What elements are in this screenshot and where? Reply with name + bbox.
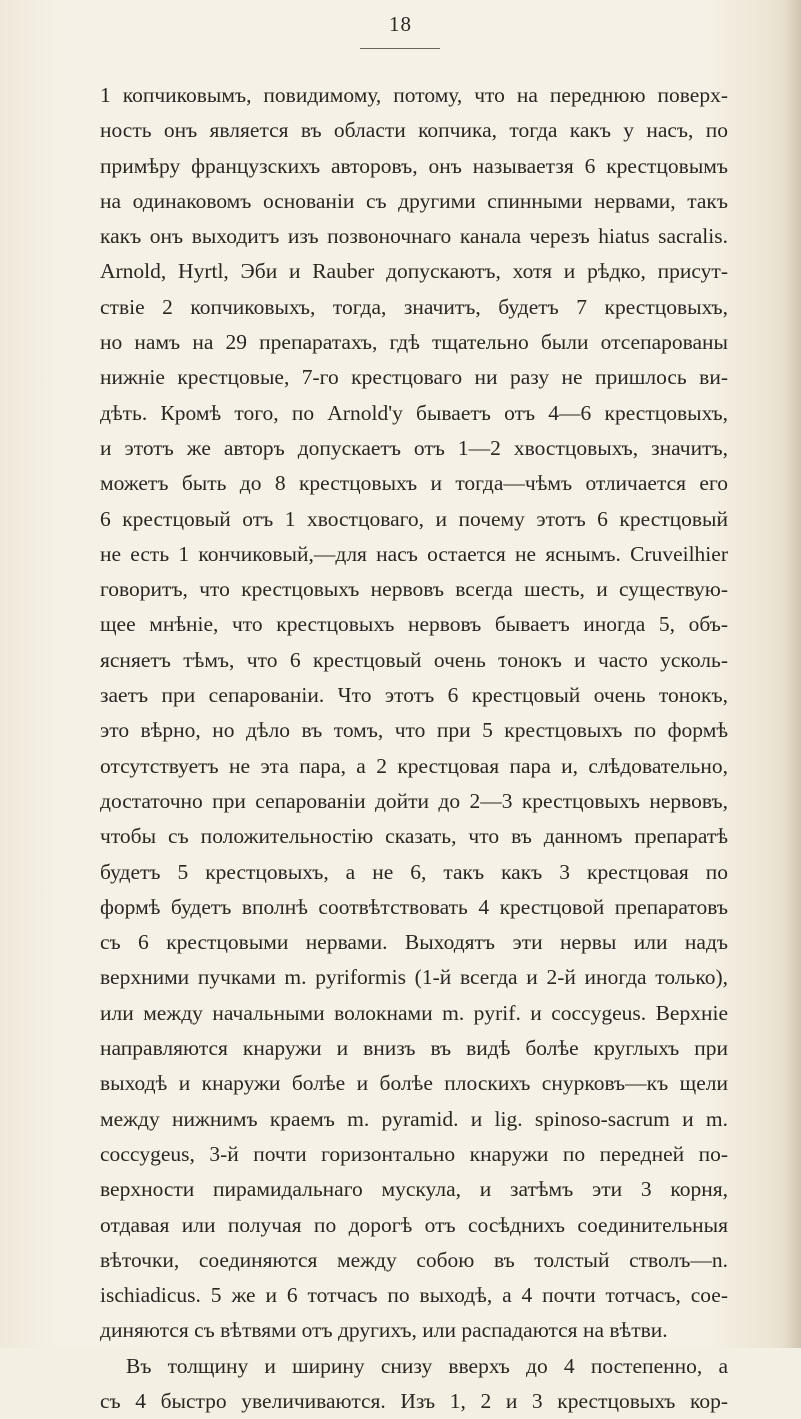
- header-rule: [360, 48, 440, 49]
- text-line: отсутствуетъ не эта пара, а 2 крестцовая пара и, слѣдовательно,: [100, 753, 728, 778]
- text-line: съ 4 быстро увеличиваются. Изъ 1, 2 и 3 крестцовыхъ кор-: [100, 1388, 728, 1413]
- text-line: говоритъ, что крестцовыхъ нервовъ всегда шесть, и существую-: [100, 577, 728, 602]
- text-line: ность онъ является въ области копчика, тогда какъ у насъ, по: [100, 118, 728, 143]
- text-line: вѣточки, соединяются между собою въ толстый стволъ—n.: [100, 1247, 728, 1272]
- text-line: направляются кнаружи и внизъ въ видѣ болѣе круглыхъ при: [100, 1036, 728, 1061]
- text-line: будетъ 5 крестцовыхъ, а не 6, такъ какъ 3 крестцовая по: [100, 859, 728, 884]
- text-line: съ 6 крестцовыми нервами. Выходятъ эти нервы или надъ: [100, 930, 728, 955]
- text-line: и этотъ же авторъ допускаетъ отъ 1—2 хвостцовыхъ, значитъ,: [100, 435, 728, 460]
- text-line: диняются съ вѣтвями отъ другихъ, или распадаются на вѣтви.: [100, 1318, 668, 1343]
- text-line: достаточно при сепарованiи дойти до 2—3 крестцовыхъ нервовъ,: [100, 788, 728, 813]
- text-line: дѣть. Кромѣ того, по Arnold'у бываетъ отъ 4—6 крестцовыхъ,: [100, 400, 728, 425]
- text-line: щее мнѣнiе, что крестцовыхъ нервовъ бываетъ иногда 5, объ-: [100, 612, 728, 637]
- text-line: Въ толщину и ширину снизу вверхъ до 4 постепенно, а: [126, 1353, 728, 1378]
- text-line: 1 копчиковымъ, повидимому, потому, что на переднюю поверх-: [100, 83, 728, 107]
- text-line: на одинаковомъ основанiи съ другими спинными нервами, такъ: [100, 188, 728, 213]
- text-line: не есть 1 кончиковый,—для насъ остается не яснымъ. Cruveilhier: [100, 541, 728, 566]
- text-line: coccygeus, 3-й почти горизонтально кнаружи по передней по-: [100, 1141, 728, 1166]
- text-line: верхности пирамидальнаго мускула, и затѣмъ эти 3 корня,: [100, 1177, 728, 1202]
- text-line: формѣ будетъ вполнѣ соотвѣтствовать 4 крестцовой препаратовъ: [100, 894, 728, 919]
- text-line: ясняетъ тѣмъ, что 6 крестцовый очень тонокъ и часто усколь-: [100, 647, 728, 672]
- text-line: это вѣрно, но дѣло въ томъ, что при 5 крестцовыхъ по формѣ: [100, 718, 728, 743]
- text-line: заетъ при сепарованiи. Что этотъ 6 крестцовый очень тонокъ,: [100, 683, 728, 708]
- page-edge-shadow: [783, 0, 801, 1348]
- page-number: 18: [389, 12, 412, 36]
- text-line: 6 крестцовый отъ 1 хвостцоваго, и почему этотъ 6 крестцовый: [100, 506, 728, 531]
- text-line: чтобы съ положительностiю сказать, что въ данномъ препаратѣ: [100, 824, 728, 849]
- text-line: Arnold, Hyrtl, Эби и Rauber допускаютъ, хотя и рѣдко, присут-: [100, 259, 728, 284]
- text-line: примѣру французскихъ авторовъ, онъ называетзя 6 крестцовымъ: [100, 153, 728, 178]
- text-line: можетъ быть до 8 крестцовыхъ и тогда—чѣмъ отличается его: [100, 471, 728, 496]
- body-text: [100, 78, 728, 1419]
- text-line: или между начальными волокнами m. pyrif. и coccygeus. Верхнiе: [100, 1000, 728, 1025]
- text-line: между нижнимъ краемъ m. pyramid. и lig. spinoso-sacrum и m.: [100, 1106, 728, 1131]
- text-line: какъ онъ выходитъ изъ позвоночнаго канала черезъ hiatus sacralis.: [100, 224, 728, 249]
- text-line: выходѣ и кнаружи болѣе и болѣе плоскихъ снурковъ—къ щели: [100, 1071, 728, 1096]
- text-line: верхними пучками m. pyriformis (1-й всегда и 2-й иногда только),: [100, 965, 728, 990]
- text-line: но намъ на 29 препаратахъ, гдѣ тщательно были отсепарованы: [100, 330, 728, 355]
- text-line: ствiе 2 копчиковыхъ, тогда, значитъ, будетъ 7 крестцовыхъ,: [100, 294, 728, 319]
- text-line: нижнiе крестцовые, 7-го крестцоваго ни разу не пришлось ви-: [100, 365, 728, 390]
- text-line: ischiadicus. 5 же и 6 тотчасъ по выходѣ, а 4 почти тотчасъ, сое-: [100, 1283, 728, 1308]
- text-line: отдавая или получая по дорогѣ отъ сосѣднихъ соединительныя: [100, 1212, 728, 1237]
